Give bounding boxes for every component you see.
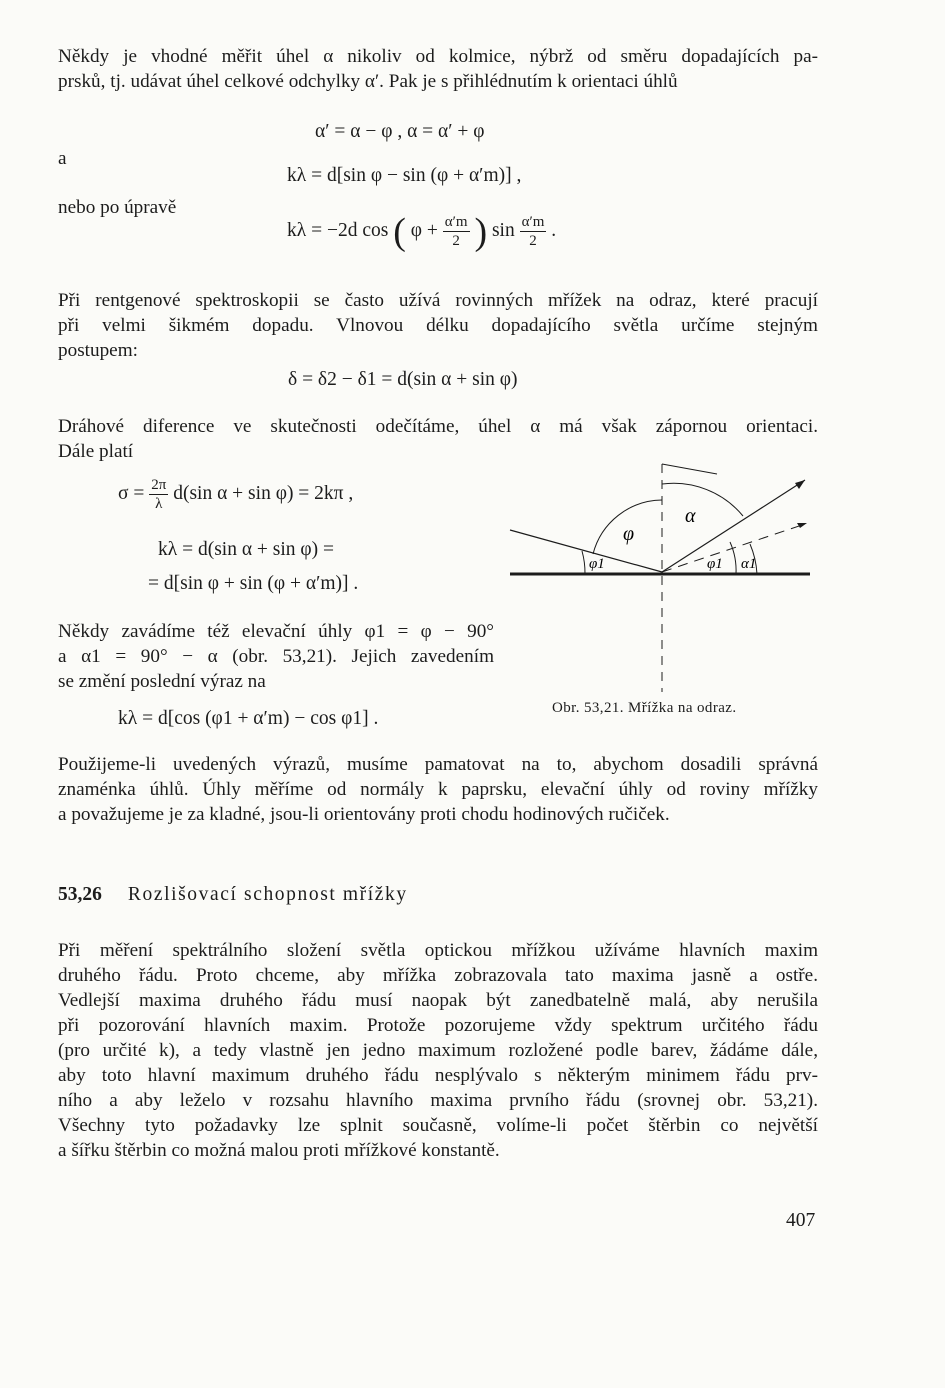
fraction-2pi-lambda — [149, 476, 168, 513]
znamenka-paragraph — [58, 752, 818, 827]
figure-caption: Obr. 53,21. Mřížka na odraz. — [552, 700, 737, 716]
fraction-numerator: 2π — [151, 477, 167, 493]
text-line: Při měření spektrálního složení světla optickou mřížkou užíváme hlavních maxim — [58, 940, 818, 961]
label-phi: φ — [623, 523, 635, 545]
rentgen-paragraph — [58, 288, 818, 363]
equation-k-lambda-1: kλ = d[sin φ − sin (φ + α′m)] , — [287, 165, 522, 186]
alpha-arc — [662, 483, 743, 516]
text-line: při velmi šikmém dopadu. Vlnovou délku dopadajícího světla určíme stejným — [58, 315, 818, 336]
text-line: (pro určité k), a tedy vlastně jen jedno maximum rozložené podle barev, žádáme dále, — [58, 1040, 818, 1061]
fraction-denominator: 2 — [529, 233, 537, 250]
eq-c-sin: sin — [491, 220, 515, 241]
fraction-numerator: α′m — [521, 214, 545, 231]
text-line: druhého řádu. Proto chceme, aby mřížka zobrazovala tato maxima jasně a ostře. — [58, 965, 818, 986]
diffracted-ray — [662, 480, 805, 572]
label-phi1-left: φ1 — [589, 556, 605, 572]
text-line: aby toto hlavní maximum druhého řádu nesplývalo s některým minimem řádu prv- — [58, 1065, 818, 1086]
text-line: Dráhové diference ve skutečnosti odečítáme, úhel α má však zápornou orientaci. — [58, 416, 818, 437]
fraction-numerator: α′m — [444, 214, 468, 231]
arrow-head-2 — [797, 523, 807, 528]
equation-delta: δ = δ2 − δ1 = d(sin α + sin φ) — [288, 369, 518, 390]
text-line: Vedlejší maxima druhého řádu musí naopak být zanedbatelně malá, aby nerušila — [58, 990, 818, 1011]
arc-marker — [662, 464, 717, 474]
left-paren: ( — [393, 211, 406, 253]
text-line: při pozorování hlavních maxim. Protože pozorujeme vždy spektrum určitého řádu — [58, 1015, 818, 1036]
text-line: znaménka úhlů. Úhly měříme od normály k paprsku, elevační úhly od roviny mřížky — [58, 779, 818, 800]
equation-k-lambda-4: = d[sin φ + sin (φ + α′m)] . — [148, 573, 359, 594]
label-alpha: α — [685, 505, 696, 527]
fraction-alpha-half-2 — [520, 213, 547, 250]
text-line: a šířku štěrbin co možná malou proti mřížkové konstantě. — [58, 1140, 500, 1161]
phi1b-arc — [730, 542, 736, 574]
fraction-denominator: 2 — [452, 233, 460, 250]
intro-paragraph — [58, 44, 818, 94]
section-number: 53,26 — [58, 884, 102, 905]
text-line: Dále platí — [58, 441, 134, 462]
word-nebo-po-uprave: nebo po úpravě — [58, 197, 177, 218]
equation-k-lambda-2 — [287, 210, 556, 254]
grating-figure — [505, 462, 815, 692]
equation-alpha-prime: α′ = α − φ , α = α′ + φ — [315, 121, 485, 142]
eq-c-left: kλ = −2d cos — [287, 220, 389, 241]
right-paren: ) — [474, 211, 488, 253]
equation-k-lambda-3: kλ = d(sin α + sin φ) = — [158, 539, 335, 560]
rozlisovaci-paragraph — [58, 938, 818, 1163]
text-line: Použijeme-li uvedených výrazů, musíme pamatovat na to, abychom dosadili správná — [58, 754, 818, 775]
drahove-paragraph — [58, 414, 818, 464]
phi1-arc — [582, 551, 585, 574]
fraction-denominator: λ — [155, 496, 163, 512]
incident-ray — [510, 530, 662, 572]
fraction-alpha-half — [443, 213, 470, 250]
section-heading — [58, 884, 408, 906]
text-line: a považujeme je za kladné, jsou-li orientovány proti chodu hodinových ručiček. — [58, 804, 670, 825]
word-a: a — [58, 148, 67, 169]
label-phi1-right: φ1 — [707, 556, 723, 572]
sigma-right: d(sin α + sin φ) = 2kπ , — [173, 482, 354, 504]
eq-c-phi: φ + — [410, 220, 438, 241]
text-line: ního a aby leželo v rozsahu hlavního maxima prvního řádu (srovnej obr. 53,21). — [58, 1090, 818, 1111]
page-number: 407 — [786, 1210, 816, 1231]
arrow-head — [795, 480, 805, 489]
text-line: Někdy je vhodné měřit úhel α nikoliv od kolmice, nýbrž od směru dopadajících pa- — [58, 46, 818, 67]
equation-sigma — [118, 476, 353, 513]
elevacni-paragraph — [58, 619, 494, 694]
section-title: Rozlišovací schopnost mřížky — [127, 884, 408, 905]
text-line: Někdy zavádíme též elevační úhly φ1 = φ − 90° — [58, 621, 494, 642]
eq-c-end: . — [551, 220, 557, 241]
equation-final: kλ = d[cos (φ1 + α′m) − cos φ1] . — [118, 708, 379, 729]
reflected-ray — [662, 524, 805, 572]
sigma-left: σ = — [118, 482, 145, 504]
text-line: Všechny tyto požadavky lze splnit současně, volíme-li počet štěrbin co největší — [58, 1115, 818, 1136]
text-line: postupem: — [58, 340, 138, 361]
text-line: Při rentgenové spektroskopii se často užívá rovinných mřížek na odraz, které pracují — [58, 290, 818, 311]
label-alpha1: α1 — [741, 556, 757, 572]
text-line: prsků, tj. udávat úhel celkové odchylky α′. Pak je s přihlédnutím k orientaci úhlů — [58, 71, 678, 92]
text-line: se změní poslední výraz na — [58, 671, 266, 692]
text-line: a α1 = 90° − α (obr. 53,21). Jejich zavedením — [58, 646, 494, 667]
